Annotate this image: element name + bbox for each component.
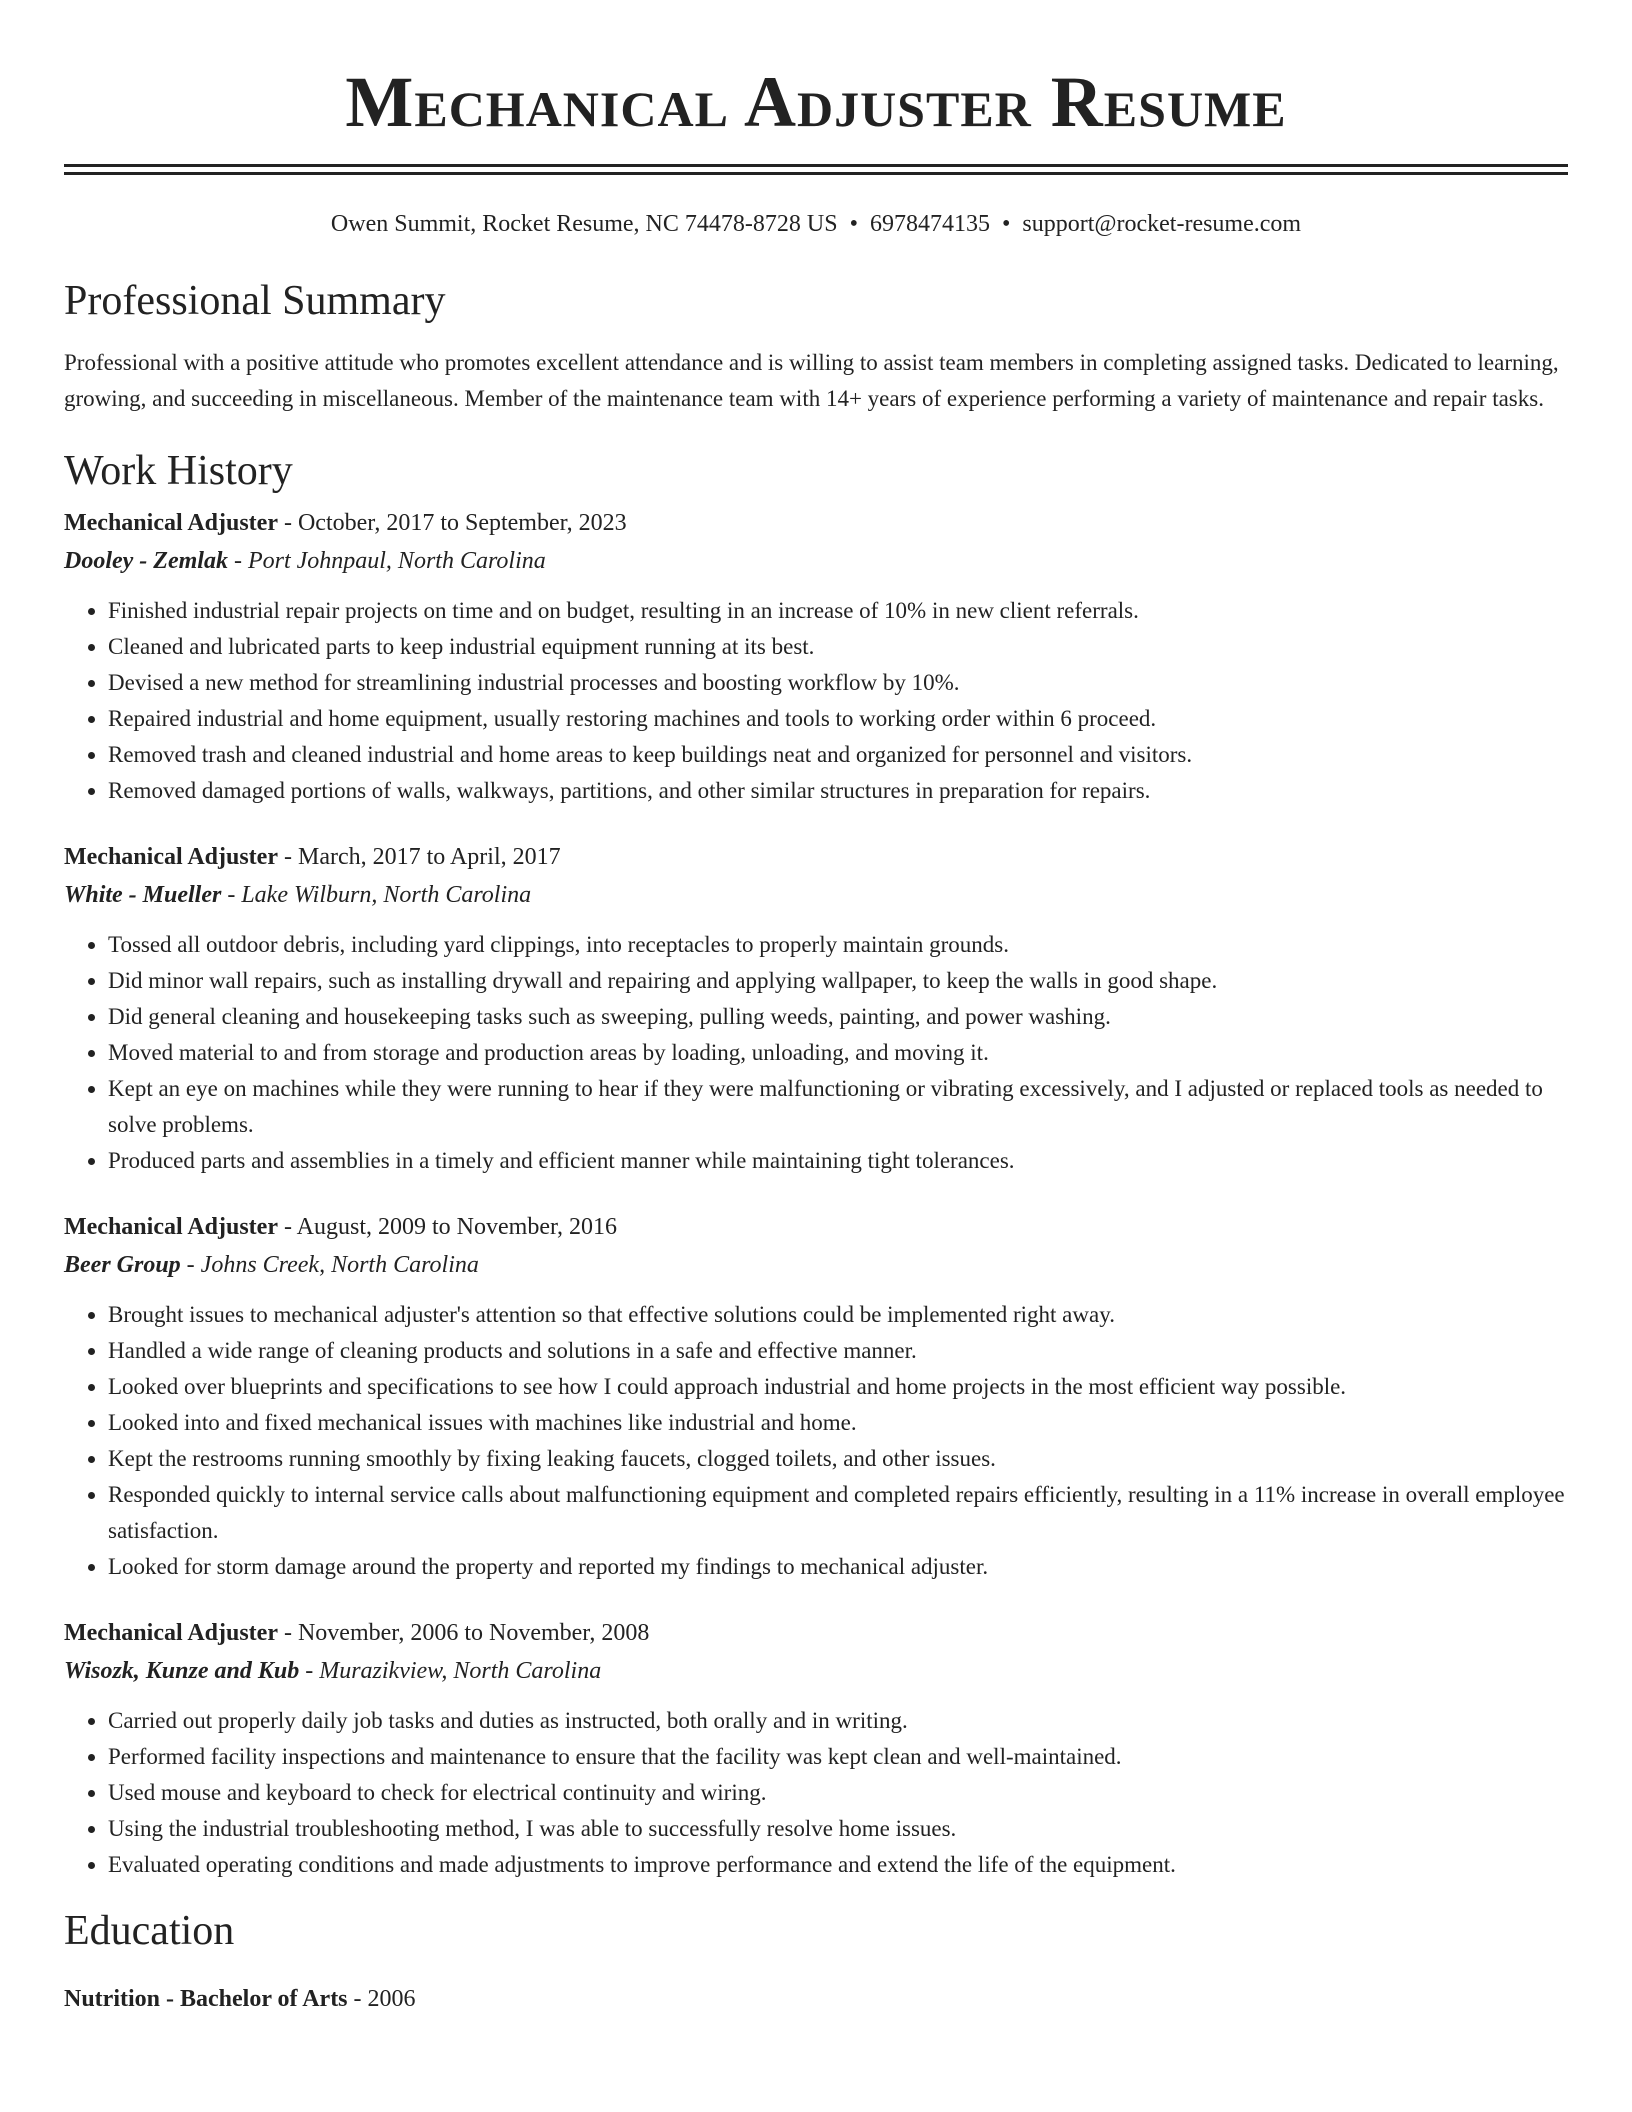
resume-title: Mechanical Adjuster Resume	[345, 62, 1287, 142]
list-item: • Removed damaged portions of walls, walkways, partitions, and other similar structures in preparation for repairs.	[108, 773, 1568, 809]
contact-line	[64, 209, 1568, 239]
job-location: - Port Johnpaul, North Carolina	[227, 548, 546, 574]
job-duties-list	[64, 927, 1568, 1179]
contact-address: Owen Summit, Rocket Resume, NC 74478-8728 US	[330, 211, 838, 237]
list-item: • Looked for storm damage around the property and reported my findings to mechanical adjuster.	[108, 1549, 1568, 1585]
job-company-line	[64, 877, 1568, 913]
list-item: • Looked over blueprints and specifications to see how I could approach industrial and home projects in the most efficient way possible.	[108, 1369, 1568, 1405]
list-item: • Responded quickly to internal service calls about malfunctioning equipment and completed repairs efficiently, resulting in a 11% increase in overall employee satisfaction.	[108, 1477, 1568, 1549]
job-entry	[64, 1615, 1568, 1883]
list-item: • Finished industrial repair projects on time and on budget, resulting in an increase of 10% in new client referrals.	[108, 593, 1568, 629]
job-dates: - October, 2017 to September, 2023	[277, 510, 627, 536]
list-item: • Looked into and fixed mechanical issues with machines like industrial and home.	[108, 1405, 1568, 1441]
contact-separator: •	[849, 211, 858, 237]
job-title-line	[64, 839, 1568, 875]
job-entry	[64, 505, 1568, 809]
job-role: Mechanical Adjuster	[64, 510, 278, 536]
education-entry	[64, 1981, 1568, 2017]
list-item: • Kept the restrooms running smoothly by fixing leaking faucets, clogged toilets, and other issues.	[108, 1441, 1568, 1477]
summary-text: Professional with a positive attitude who promotes excellent attendance and is willing to assist team members in completing assigned tasks. Dedicated to learning, growing, and succeeding in miscellaneous. Member of the maintenance team with 14+ years of experience performing a variety of maintenance and repair tasks.	[64, 350, 1559, 411]
list-item: • Devised a new method for streamlining industrial processes and boosting workflow by 10%.	[108, 665, 1568, 701]
job-spacer	[64, 1179, 1568, 1209]
job-company: White - Mueller	[64, 882, 222, 908]
job-role: Mechanical Adjuster	[64, 1214, 278, 1240]
list-item: • Brought issues to mechanical adjuster's attention so that effective solutions could be implemented right away.	[108, 1297, 1568, 1333]
job-title-line	[64, 1209, 1568, 1245]
job-company-line	[64, 1247, 1568, 1283]
list-item: • Performed facility inspections and maintenance to ensure that the facility was kept clean and well-maintained.	[108, 1739, 1568, 1775]
job-duties-list	[64, 593, 1568, 809]
list-item: • Did minor wall repairs, such as installing drywall and repairing and applying wallpaper, to keep the walls in good shape.	[108, 963, 1568, 999]
list-item: • Removed trash and cleaned industrial and home areas to keep buildings neat and organized for personnel and visitors.	[108, 737, 1568, 773]
contact-separator: •	[1001, 211, 1011, 237]
job-dates: - March, 2017 to April, 2017	[277, 844, 561, 870]
job-role: Mechanical Adjuster	[64, 1620, 278, 1646]
list-item: • Used mouse and keyboard to check for electrical continuity and wiring.	[108, 1775, 1568, 1811]
list-item: • Repaired industrial and home equipment, usually restoring machines and tools to working order within 6 proceed.	[108, 701, 1568, 737]
job-location: - Murazikview, North Carolina	[299, 1658, 602, 1684]
job-location: - Johns Creek, North Carolina	[180, 1252, 479, 1278]
job-company: Dooley - Zemlak	[64, 548, 228, 574]
list-item: • Cleaned and lubricated parts to keep industrial equipment running at its best.	[108, 629, 1568, 665]
list-item: • Using the industrial troubleshooting method, I was able to successfully resolve home issues.	[108, 1811, 1568, 1847]
work-history-heading: Work History	[64, 448, 293, 494]
education-degree: Nutrition - Bachelor of Arts	[64, 1986, 348, 2012]
list-item: • Evaluated operating conditions and made adjustments to improve performance and extend the life of the equipment.	[108, 1847, 1568, 1883]
list-item: • Kept an eye on machines while they were running to hear if they were malfunctioning or vibrating excessively, and I adjusted or replaced tools as needed to solve problems.	[108, 1071, 1568, 1143]
list-item: • Carried out properly daily job tasks and duties as instructed, both orally and in writing.	[108, 1703, 1568, 1739]
job-company: Wisozk, Kunze and Kub	[64, 1658, 300, 1684]
summary-heading: Professional Summary	[64, 278, 446, 324]
job-dates: - November, 2006 to November, 2008	[277, 1620, 650, 1646]
job-spacer	[64, 1585, 1568, 1615]
job-duties-list	[64, 1297, 1568, 1585]
job-title-line	[64, 505, 1568, 541]
education-heading: Education	[64, 1908, 235, 1954]
job-role: Mechanical Adjuster	[64, 844, 278, 870]
job-company-line	[64, 543, 1568, 579]
list-item: • Did general cleaning and housekeeping tasks such as sweeping, pulling weeds, painting, and power washing.	[108, 999, 1568, 1035]
list-item: • Produced parts and assemblies in a timely and efficient manner while maintaining tight tolerances.	[108, 1143, 1568, 1179]
list-item: • Moved material to and from storage and production areas by loading, unloading, and moving it.	[108, 1035, 1568, 1071]
job-dates: - August, 2009 to November, 2016	[277, 1214, 617, 1240]
list-item: • Handled a wide range of cleaning products and solutions in a safe and effective manner.	[108, 1333, 1568, 1369]
job-company: Beer Group	[64, 1252, 181, 1278]
title-divider	[64, 164, 1568, 175]
job-entry	[64, 1209, 1568, 1585]
job-location: - Lake Wilburn, North Carolina	[221, 882, 532, 908]
contact-email: support@rocket-resume.com	[1022, 211, 1302, 237]
list-item: • Tossed all outdoor debris, including yard clippings, into receptacles to properly maintain grounds.	[108, 927, 1568, 963]
contact-phone: 6978474135	[869, 211, 990, 237]
job-spacer	[64, 809, 1568, 839]
job-company-line	[64, 1653, 1568, 1689]
job-title-line	[64, 1615, 1568, 1651]
job-duties-list	[64, 1703, 1568, 1883]
education-year: - 2006	[347, 1986, 416, 2012]
job-entry	[64, 839, 1568, 1179]
